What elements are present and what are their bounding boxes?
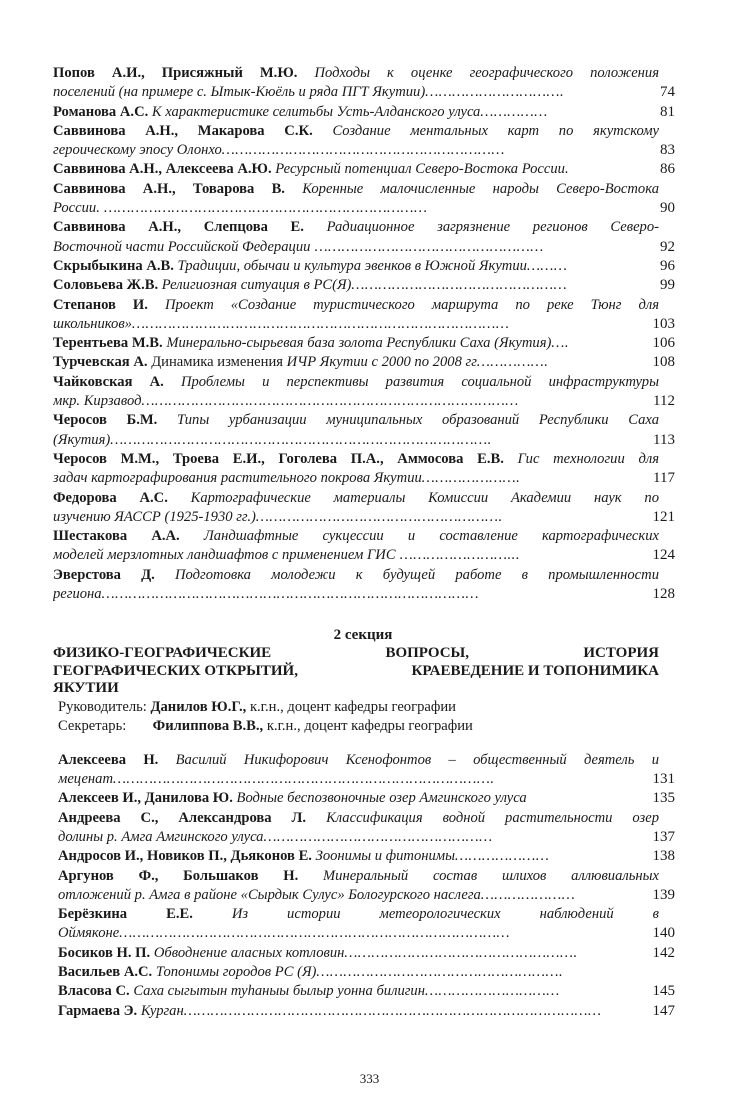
leader-dots: ………………………………………………………………………… [131, 315, 510, 332]
leader-dots: ………………… [454, 848, 550, 865]
toc-entry-line [53, 489, 659, 508]
leader-dots: …………………………………………………………………………… [119, 925, 511, 942]
entry-title: Восточной части Российской Федерации [53, 238, 311, 255]
toc-entry [58, 982, 673, 1001]
leader-dots: …………………………………………………………………………. [113, 771, 495, 788]
entry-authors: Романова А.С. [53, 103, 149, 120]
toc-entry-line [58, 809, 659, 828]
entry-title: мкр. Кирзавод [53, 393, 142, 410]
entry-authors: Попов А.И., Присяжный М.Ю. [53, 65, 298, 81]
section-title-line-3: ЯКУТИИ [53, 680, 119, 697]
entry-authors: Васильев А.С. [58, 964, 153, 981]
page-number: 333 [359, 1071, 380, 1086]
toc-entry-line [53, 257, 659, 276]
toc-entry-line [53, 276, 659, 295]
entry-title: России. [53, 200, 100, 217]
toc-entry [53, 450, 673, 489]
leader-dots: ………………………………………………………………………… [101, 586, 479, 603]
entry-page-number: 103 [652, 315, 675, 332]
secretary-desc: к.г.н., доцент кафедры географии [263, 717, 473, 734]
toc-entry [58, 847, 673, 866]
entry-title: Традиции, обычаи и культура эвенков в Южной Якутии [177, 257, 527, 274]
entry-page-number: 99 [660, 277, 675, 294]
toc-entry-line [53, 83, 659, 102]
toc-entry [53, 334, 673, 353]
toc-entry-line [53, 296, 659, 315]
entry-title: Гис технологии для [517, 450, 659, 467]
entry-title: ИЧР Якутии с 2000 по 2008 гг [286, 354, 477, 371]
toc-entry-line [53, 64, 659, 83]
toc-entry-line [58, 982, 659, 1001]
entry-page-number: 124 [652, 547, 675, 564]
section-head [58, 698, 673, 717]
entry-title: Из истории метеорологических наблюдений в [231, 906, 659, 923]
toc-entry [53, 373, 673, 412]
entry-page-number: 74 [660, 84, 675, 101]
entry-authors: Терентьева М.В. [53, 335, 163, 352]
toc-entry-line [58, 963, 659, 982]
section-2-entries [53, 751, 673, 1021]
leader-dots: ……………………... [395, 547, 520, 564]
toc-entry-line [58, 1002, 659, 1021]
entry-authors: Босиков Н. П. [58, 944, 151, 961]
entry-authors: Чайковская А. [53, 373, 164, 390]
section-secretary [58, 717, 673, 736]
toc-entry-line [58, 828, 659, 847]
toc-entry [53, 411, 673, 450]
section-1-entries [53, 64, 673, 604]
entry-authors: Саввинова А.Н., Товарова В. [53, 180, 285, 197]
toc-entry-line [58, 751, 659, 770]
entry-title: Минерально-сырьевая база золота Республики Саха (Якутия) [166, 335, 552, 352]
toc-entry-line [53, 103, 659, 122]
toc-entry [53, 257, 673, 276]
leader-dots: ………………………………………………. [316, 964, 564, 981]
toc-entry-line [53, 373, 659, 392]
entry-page-number: 117 [653, 470, 675, 487]
entry-title: К характеристике селитьбы Усть-Алданского улуса [151, 103, 481, 120]
toc-entry-line [53, 450, 659, 469]
toc-entry-line [53, 218, 659, 237]
entry-page-number: 108 [652, 354, 675, 371]
leader-dots: …………………………………………………………………………. [110, 431, 492, 448]
entry-authors: Соловьева Ж.В. [53, 277, 159, 294]
entry-page-number: 86 [660, 161, 675, 178]
toc-entry [58, 751, 673, 790]
entry-title: героическому эпосу Олонхо [53, 142, 222, 159]
entry-page-number: 113 [653, 431, 675, 448]
entry-title: Типы урбанизации муниципальных образований Республики Саха [176, 412, 659, 429]
entry-title: Картографические материалы Комиссии Академии наук по [190, 489, 659, 506]
entry-title: долины р. Амга Амгинского улуса [58, 829, 264, 845]
entry-authors: Андреева С., Александрова Л. [58, 809, 307, 826]
entry-authors: Алексеев И., Данилова Ю. [58, 790, 233, 807]
toc-entry [53, 276, 673, 295]
leader-dots: ……………………………………………. [344, 944, 578, 961]
leader-dots: ………………… [480, 886, 576, 903]
toc-entry [53, 353, 673, 372]
entry-authors: Шестакова А.А. [53, 528, 180, 545]
section-title-word: ГЕОГРАФИЧЕСКИХ ОТКРЫТИЙ, [53, 662, 298, 679]
entry-title: Проблемы и перспективы развития социальной инфраструктуры [180, 373, 659, 390]
entry-title: Ресурсный потенциал Северо-Востока России. [275, 161, 569, 178]
toc-entry [53, 103, 673, 122]
entry-title: Классификация водной растительности озер [326, 809, 659, 826]
entry-title: региона [53, 586, 102, 603]
leader-dots: …. [551, 335, 569, 352]
toc-entry-line [53, 585, 659, 604]
toc-entry [58, 963, 673, 982]
section-title-word: ВОПРОСЫ, [385, 645, 470, 662]
entry-authors: Саввинова А.Н., Слепцова Е. [53, 219, 304, 236]
entry-authors: Гармаева Э. [58, 1002, 138, 1019]
entry-page-number: 106 [652, 335, 675, 352]
entry-page-number: 139 [652, 886, 675, 903]
section-title-word: КРАЕВЕДЕНИЕ И ТОПОНИМИКА [411, 662, 659, 679]
leader-dots: ………………………………………………. [255, 508, 503, 525]
toc-entry-line [58, 886, 659, 905]
entry-page-number: 90 [660, 200, 675, 217]
entry-title: меценат [58, 771, 114, 788]
entry-title: Проект «Создание туристического маршрута по реке Тюнг для [164, 296, 659, 313]
toc-entry-line [53, 469, 659, 488]
toc-entry [53, 527, 673, 566]
leader-dots: ……………………………………………………… [221, 142, 505, 159]
entry-authors: Саввинова А.Н., Макарова С.К. [53, 122, 313, 139]
leader-dots: …………………………………………… [263, 829, 493, 845]
toc-entry [58, 789, 673, 808]
entry-authors: Власова С. [58, 983, 130, 1000]
toc-entry-line [53, 566, 659, 585]
entry-title: школьников» [53, 315, 132, 332]
toc-entry [58, 809, 673, 848]
leader-dots: …………………. [421, 470, 521, 487]
entry-title: отложений р. Амга в районе «Сырдык Сулус» Бологурского наслега [58, 886, 481, 903]
toc-entry [53, 64, 673, 103]
entry-title: Подходы к оценке географического положения [314, 65, 659, 81]
entry-title: Зоонимы и фитонимы [315, 848, 455, 865]
head-name: Данилов Ю.Г., [150, 698, 247, 715]
toc-entry-line [58, 770, 659, 789]
toc-entry-line [58, 944, 659, 963]
entry-authors: Эверстова Д. [53, 566, 155, 583]
entry-page-number: 142 [652, 944, 675, 961]
leader-dots: ……… [526, 257, 568, 274]
toc-entry [58, 905, 673, 944]
entry-title: Коренные малочисленные народы Северо-Востока [302, 180, 659, 197]
leader-dots: ……………. [476, 354, 549, 371]
toc-entry-line [53, 546, 659, 565]
entry-authors: Андросов И., Новиков П., Дьяконов Е. [58, 848, 312, 865]
entry-page-number: 81 [660, 103, 675, 120]
section-title-word: ФИЗИКО-ГЕОГРАФИЧЕСКИЕ [53, 645, 272, 662]
leader-dots: …………………………………………… [310, 238, 544, 255]
toc-entry [53, 566, 673, 605]
entry-page-number: 135 [652, 790, 675, 807]
toc-entry-line [58, 905, 659, 924]
toc-entry [53, 122, 673, 161]
entry-page-number: 140 [652, 925, 675, 942]
entry-page-number: 121 [652, 508, 675, 525]
head-role: Руководитель: [58, 698, 147, 715]
toc-entry [53, 160, 673, 179]
entry-page-number: 138 [652, 848, 675, 865]
leader-dots: ………………………………………………………………………… [141, 393, 519, 410]
toc-entry-line [53, 315, 659, 334]
toc-entry [58, 1002, 673, 1021]
secretary-name: Филиппова В.В., [152, 717, 264, 734]
leader-dots: ……………………………………………………………… [99, 200, 428, 217]
toc-entry [53, 296, 673, 335]
toc-entry-line [58, 847, 659, 866]
leader-dots: ………………………………………………………………………………… [183, 1002, 602, 1019]
leader-dots: ………………………… [424, 983, 560, 1000]
entry-page-number: 112 [653, 393, 675, 410]
toc-entry [58, 944, 673, 963]
entry-page-number: 96 [660, 257, 675, 274]
entry-page-number: 128 [652, 586, 675, 603]
section-title [53, 645, 659, 698]
toc-entry-line [53, 353, 659, 372]
toc-entry-line [58, 867, 659, 886]
entry-title: задач картографирования растительного покрова Якутии [53, 470, 422, 487]
leader-dots: …………… [480, 103, 548, 120]
entry-title: Обводнение аласных котловин [153, 944, 345, 961]
entry-page-number: 131 [652, 771, 675, 788]
entry-authors: Скрыбыкина А.В. [53, 257, 174, 274]
entry-page-number: 137 [652, 829, 675, 845]
entry-title: поселений (на примере с. Ытык-Кюёль и ряда ПГТ Якутии) [53, 84, 426, 101]
toc-entry-line [53, 122, 659, 141]
entry-authors: Степанов И. [53, 296, 148, 313]
leader-dots: …………………………. [425, 84, 565, 101]
entry-page-number: 92 [660, 238, 675, 255]
toc-entry-line [53, 141, 659, 160]
entry-page-number: 83 [660, 142, 675, 159]
entry-page-number: 145 [652, 983, 675, 1000]
toc-entry [53, 180, 673, 219]
toc-entry-line [53, 199, 659, 218]
entry-authors: Черосов Б.М. [53, 412, 158, 429]
section-title-line-1 [53, 645, 659, 663]
toc-entry [53, 218, 673, 257]
entry-authors: Черосов М.М., Троева Е.И., Гоголева П.А., Аммосова Е.В. [53, 450, 504, 467]
entry-title: Подготовка молодежи к будущей работе в промышленности [175, 566, 659, 583]
secretary-role: Секретарь: [58, 717, 127, 734]
entry-title: Минеральный состав шлихов аллювиальных [323, 867, 659, 884]
toc-entry-line [53, 527, 659, 546]
leader-dots: ………………………………………… [351, 277, 568, 294]
entry-authors: Саввинова А.Н., Алексеева А.Ю. [53, 161, 272, 178]
entry-title: Курган [140, 1002, 184, 1019]
toc-entry-line [58, 924, 659, 943]
entry-authors: Берёзкина Е.Е. [58, 906, 193, 923]
toc-entry-line [58, 789, 659, 808]
toc-entry-line [53, 431, 659, 450]
toc-entry-line [53, 180, 659, 199]
entry-title: (Якутия) [53, 431, 111, 448]
toc-entry-line [53, 508, 659, 527]
entry-title: Создание ментальных карт по якутскому [332, 122, 659, 139]
entry-title: Василий Никифорович Ксенофонтов – общественный деятель и [175, 751, 659, 768]
toc-entry-line [53, 411, 659, 430]
entry-authors: Турчевская А. [53, 354, 148, 371]
toc-page [53, 64, 673, 1021]
section-number: 2 секция [333, 627, 393, 644]
entry-title: Оймяконе [58, 925, 120, 942]
entry-title: Религиозная ситуация в РС(Я) [161, 277, 352, 294]
head-desc: к.г.н., доцент кафедры географии [246, 698, 456, 715]
toc-entry-line [53, 160, 659, 179]
toc-entry [53, 489, 673, 528]
entry-title: Радиационное загрязнение регионов Северо- [326, 219, 659, 236]
entry-title: Ландшафтные сукцессии и составление картографических [203, 528, 659, 545]
entry-title-prefix: Динамика изменения [151, 354, 287, 371]
entry-title: Саха сыгытын туһаныы былыр уонна билигин [133, 983, 425, 1000]
entry-authors: Алексеева Н. [58, 751, 159, 768]
entry-title: Топонимы городов РС (Я) [155, 964, 317, 981]
toc-entry-line [53, 392, 659, 411]
section-title-word: ИСТОРИЯ [583, 645, 659, 662]
toc-entry-line [53, 334, 659, 353]
entry-title: Водные беспозвоночные озер Амгинского улуса [236, 790, 527, 807]
toc-entry-line [53, 238, 659, 257]
toc-entry [58, 867, 673, 906]
entry-authors: Аргунов Ф., Большаков Н. [58, 867, 299, 884]
section-title-line-2 [53, 663, 659, 681]
entry-page-number: 147 [652, 1002, 675, 1019]
entry-title: моделей мерзлотных ландшафтов с применением ГИС [53, 547, 396, 564]
entry-authors: Федорова А.С. [53, 489, 168, 506]
entry-title: изучению ЯАССР (1925-1930 гг.) [53, 508, 256, 525]
